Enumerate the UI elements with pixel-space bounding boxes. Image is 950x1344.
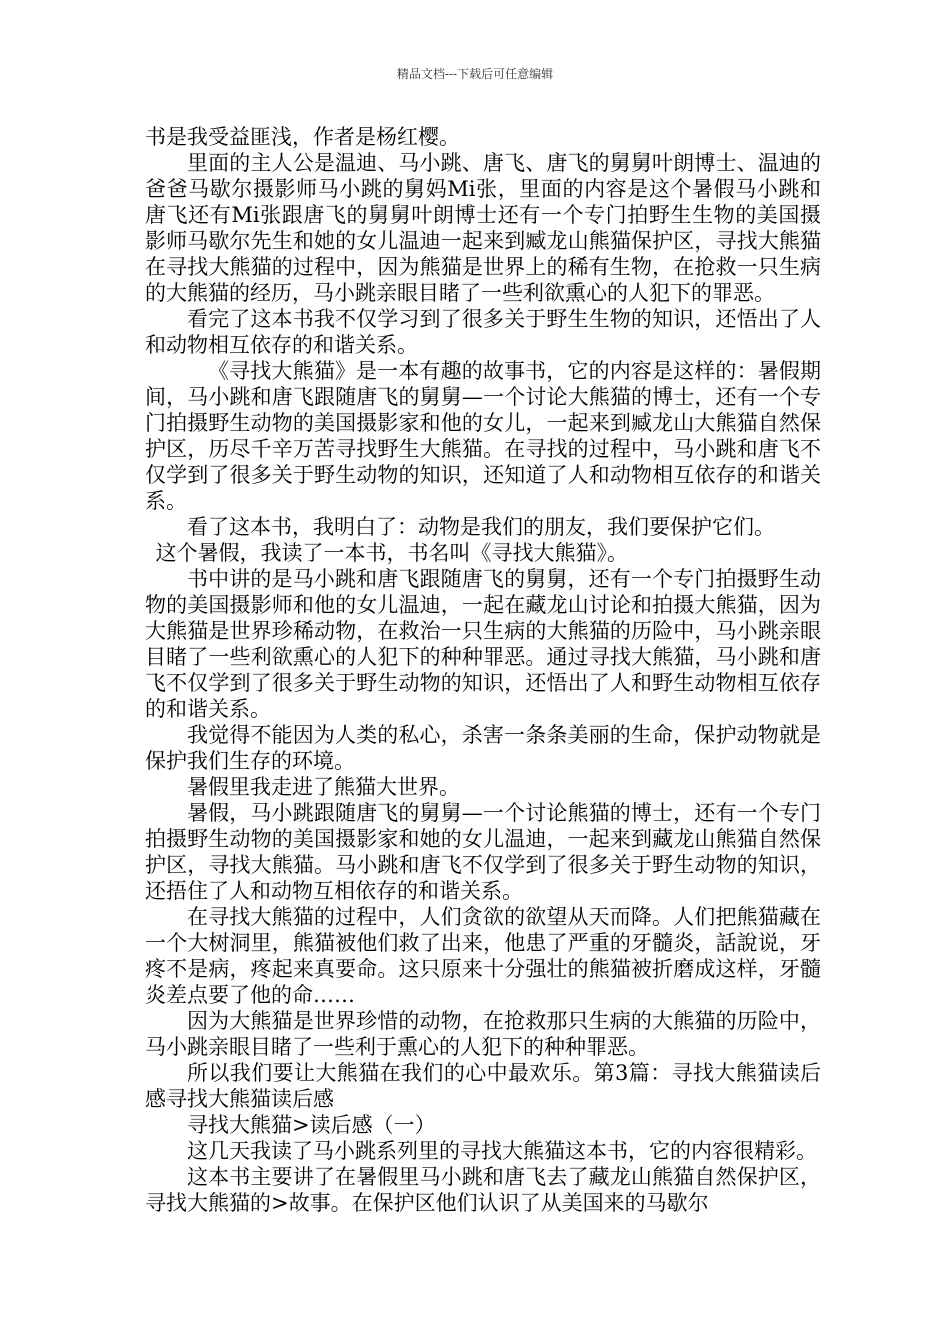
paragraph-13: 所以我们要让大熊猫在我们的心中最欢乐。第3篇：寻找大熊猫读后感寻找大熊猫读后感 xyxy=(145,1061,821,1111)
paragraph-11: 在寻找大熊猫的过程中，人们贪欲的欲望从天而降。人们把熊猫藏在一个大树洞里，熊猫被他们救了出来，他患了严重的牙髓炎，話說说，牙疼不是病，疼起来真要命。这只原来十分强壮的熊猫被折磨成这样，牙髓炎差点要了他的命…… xyxy=(145,905,821,1007)
document-body xyxy=(145,124,821,1216)
paragraph-9: 暑假里我走进了熊猫大世界。 xyxy=(187,775,460,799)
paragraph-2: 里面的主人公是温迪、马小跳、唐飞、唐飞的舅舅叶朗博士、温迪的爸爸马歇尔摄影师马小跳的舅妈Mi张，里面的内容是这个暑假马小跳和唐飞还有Mi张跟唐飞的舅舅叶朗博士还有一个专门拍野生生物的美国摄影师马歇尔先生和她的女儿温迪一起来到臧龙山熊猫保护区，寻找大熊猫在寻找大熊猫的过程中，因为熊猫是世界上的稀有生物，在抢救一只生病的大熊猫的经历，马小跳亲眼目睹了一些利欲熏心的人犯下的罪恶。 xyxy=(145,151,821,305)
paragraph-7: 书中讲的是马小跳和唐飞跟随唐飞的舅舅，还有一个专门拍摄野生动物的美国摄影师和他的女儿温迪，一起在藏龙山讨论和拍摄大熊猫，因为大熊猫是世界珍稀动物，在救治一只生病的大熊猫的历险中，马小跳亲眼目睹了一些利欲熏心的人犯下的种种罪恶。通过寻找大熊猫，马小跳和唐飞不仅学到了很多关于野生动物的知识，还悟出了人和野生动物相互依存的和谐关系。 xyxy=(145,567,821,721)
paragraph-1: 书是我受益匪浅，作者是杨红樱。 xyxy=(145,125,460,149)
paragraph-12: 因为大熊猫是世界珍惜的动物，在抢救那只生病的大熊猫的历险中，马小跳亲眼目睹了一些利于熏心的人犯下的种种罪恶。 xyxy=(145,1009,821,1059)
paragraph-6: 这个暑假，我读了一本书，书名叫《寻找大熊猫》。 xyxy=(155,541,628,565)
paragraph-15: 这几天我读了马小跳系列里的寻找大熊猫这本书，它的内容很精彩。 xyxy=(187,1139,817,1163)
paragraph-4: 《寻找大熊猫》是一本有趣的故事书，它的内容是这样的：暑假期间，马小跳和唐飞跟随唐飞的舅舅—一个讨论大熊猫的博士，还有一个专门拍摄野生动物的美国摄影家和他的女儿，一起来到臧龙山大熊猫自然保护区，历尽千辛万苦寻找野生大熊猫。在寻找的过程中，马小跳和唐飞不仅学到了很多关于野生动物的知识，还知道了人和动物相互依存的和谐关系。 xyxy=(145,359,821,513)
paragraph-16: 这本书主要讲了在暑假里马小跳和唐飞去了藏龙山熊猫自然保护区，寻找大熊猫的>故事。在保护区他们认识了从美国来的马歇尔 xyxy=(145,1165,821,1215)
page-header: 精品文档---下载后可任意编辑 xyxy=(396,67,554,81)
paragraph-5: 看了这本书，我明白了：动物是我们的朋友，我们要保护它们。 xyxy=(187,515,775,539)
paragraph-8: 我觉得不能因为人类的私心，杀害一条条美丽的生命，保护动物就是保护我们生存的环境。 xyxy=(145,723,821,773)
paragraph-10: 暑假，马小跳跟随唐飞的舅舅—一个讨论熊猫的博士，还有一个专门拍摄野生动物的美国摄影家和她的女儿温迪，一起来到藏龙山熊猫自然保护区，寻找大熊猫。马小跳和唐飞不仅学到了很多关于野生动物的知识，还捂住了人和动物互相依存的和谐关系。 xyxy=(145,801,821,903)
paragraph-3: 看完了这本书我不仅学习到了很多关于野生生物的知识，还悟出了人和动物相互依存的和谐关系。 xyxy=(145,307,821,357)
section-heading: 寻找大熊猫>读后感（一） xyxy=(187,1113,436,1137)
